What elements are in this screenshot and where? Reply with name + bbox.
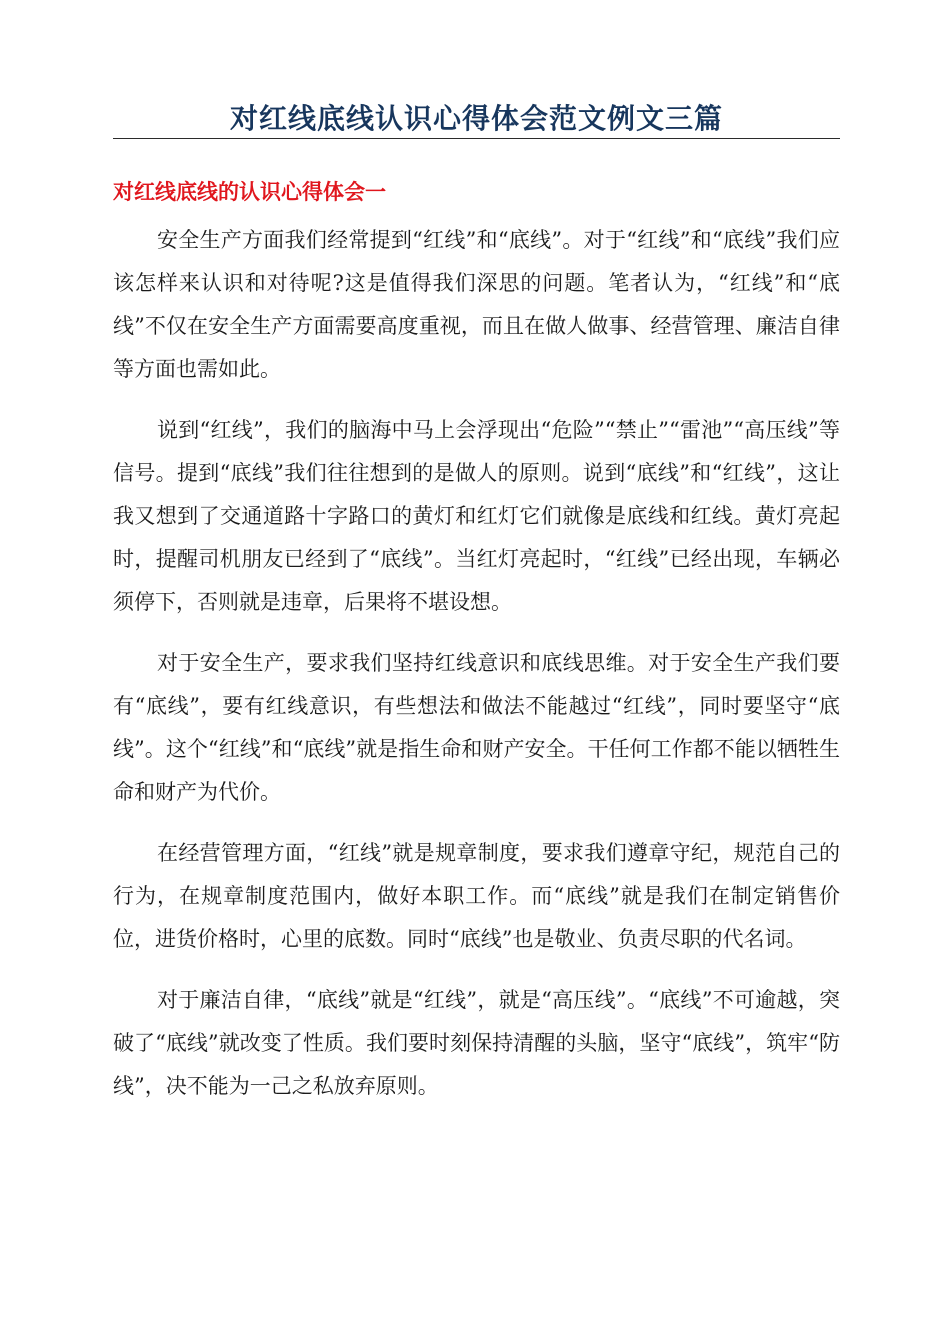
paragraph-4: 在经营管理方面，“红线”就是规章制度，要求我们遵章守纪，规范自己的行为，在规章制度范围内，做好本职工作。而“底线”就是我们在制定销售价位，进货价格时，心里的底数。同时“底线”也是敬业、负责尽职的代名词。 [113, 841, 840, 951]
title-underline [113, 138, 840, 139]
paragraph-5: 对于廉洁自律，“底线”就是“红线”，就是“高压线”。“底线”不可逾越，突破了“底线”就改变了性质。我们要时刻保持清醒的头脑，坚守“底线”，筑牢“防线”，决不能为一己之私放弃原则。 [113, 988, 840, 1098]
paragraph-3: 对于安全生产，要求我们坚持红线意识和底线思维。对于安全生产我们要有“底线”，要有红线意识，有些想法和做法不能越过“红线”，同时要坚守“底线”。这个“红线”和“底线”就是指生命和财产安全。干任何工作都不能以牺牲生命和财产为代价。 [113, 651, 840, 804]
paragraph-1: 安全生产方面我们经常提到“红线”和“底线”。对于“红线”和“底线”我们应该怎样来认识和对待呢?这是值得我们深思的问题。笔者认为，“红线”和“底线”不仅在安全生产方面需要高度重视，而且在做人做事、经营管理、廉洁自律等方面也需如此。 [113, 228, 840, 381]
document-page [113, 100, 840, 1108]
document-title: 对红线底线认识心得体会范文例文三篇 [229, 102, 723, 135]
section-heading: 对红线底线的认识心得体会一 [113, 180, 386, 204]
paragraph-2: 说到“红线”，我们的脑海中马上会浮现出“危险”“禁止”“雷池”“高压线”等信号。提到“底线”我们往往想到的是做人的原则。说到“底线”和“红线”，这让我又想到了交通道路十字路口的黄灯和红灯它们就像是底线和红线。黄灯亮起时，提醒司机朋友已经到了“底线”。当红灯亮起时，“红线”已经出现，车辆必须停下，否则就是违章，后果将不堪设想。 [113, 418, 840, 614]
